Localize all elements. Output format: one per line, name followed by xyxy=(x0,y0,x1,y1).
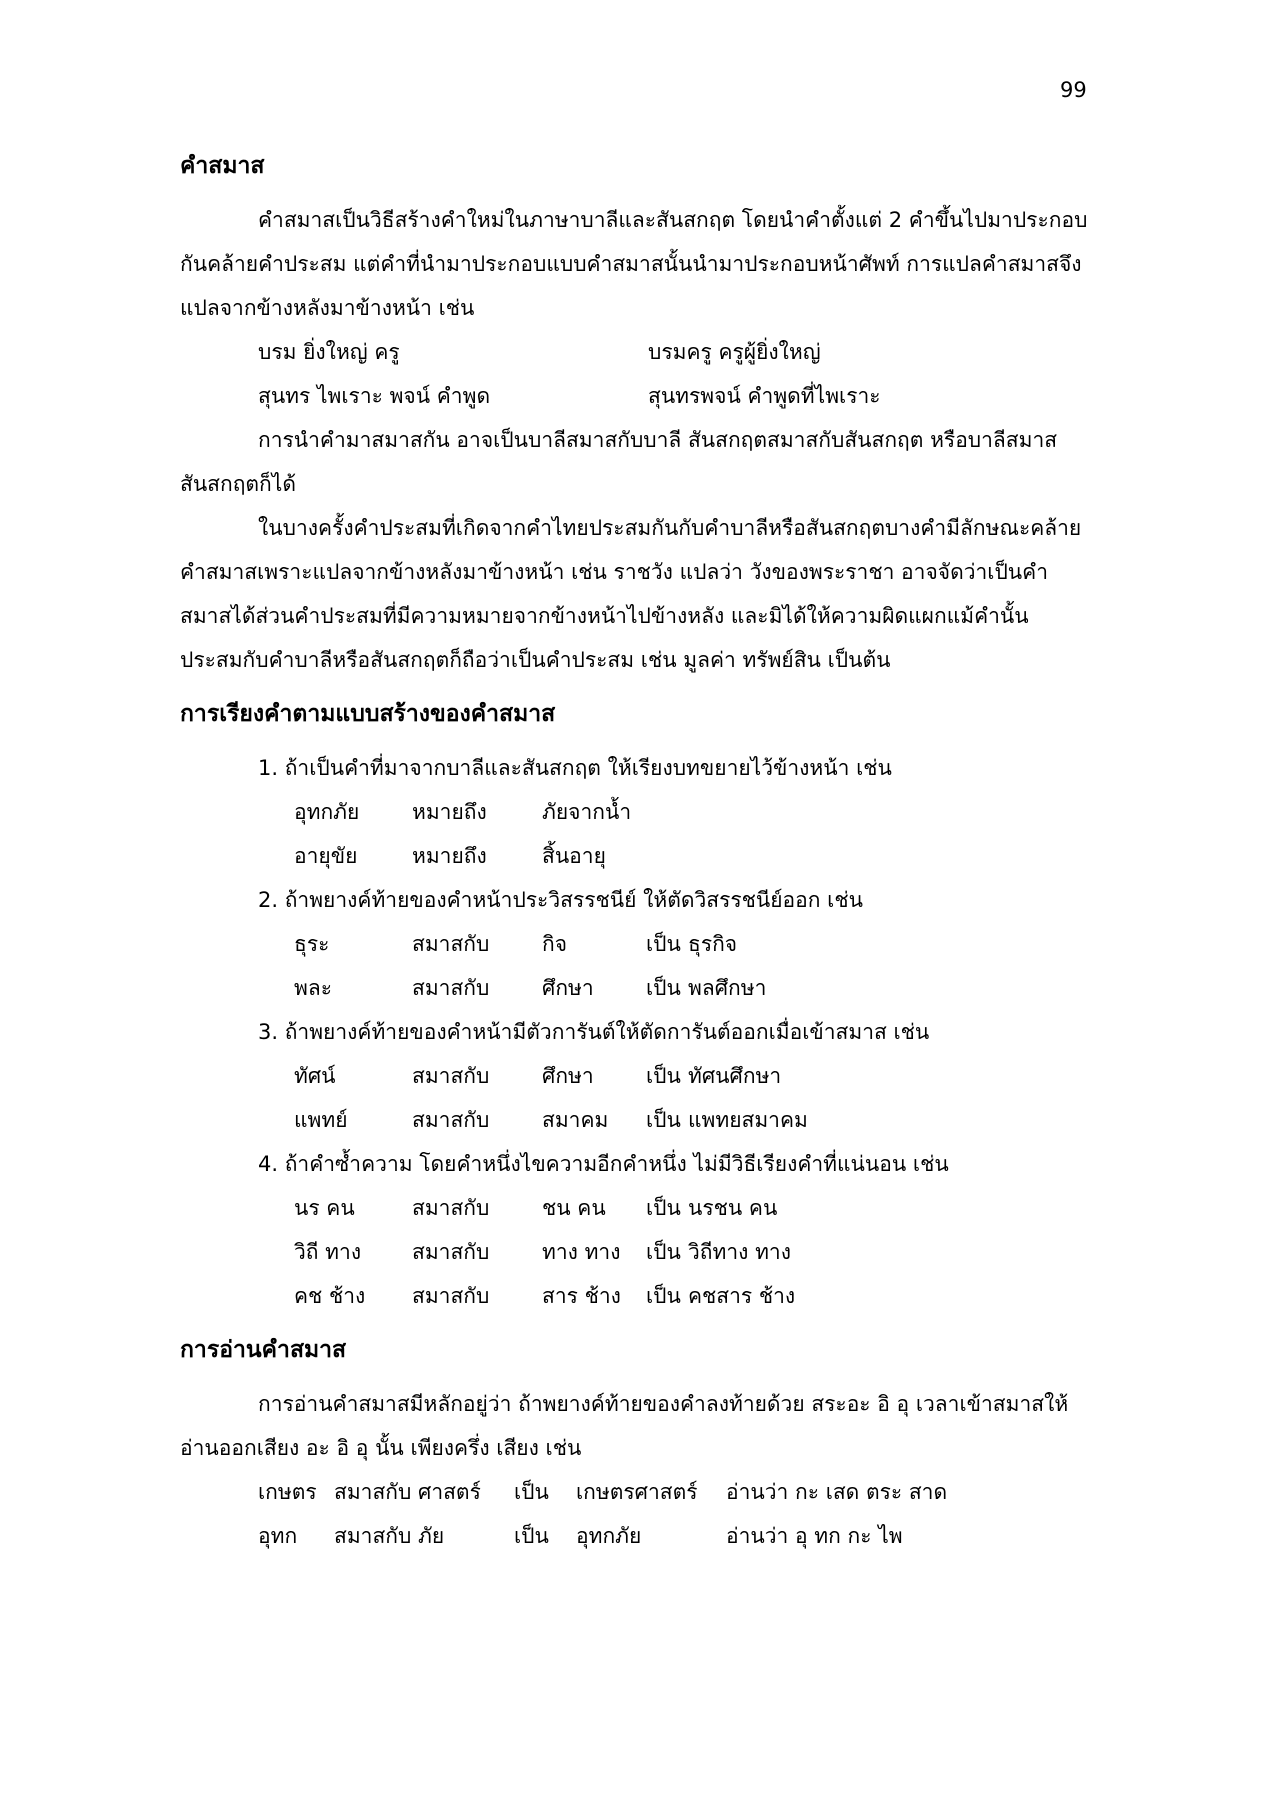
ex-word: พละ xyxy=(294,976,332,1000)
ex-relation: สมาสกับ xyxy=(412,1240,490,1264)
ex-second-word: สาร ช้าง xyxy=(542,1284,621,1308)
ex-result: แพทยสมาคม xyxy=(688,1108,808,1132)
paragraph-reading-rule: การอ่านคำสมาสมีหลักอยู่ว่า ถ้าพยางค์ท้ายของคำลงท้ายด้วย สระอะ อิ อุ เวลาเข้าสมาสให้อ่านออกเสียง อะ อิ อุ นั้น เพียงครึ่ง เสียง เช่น xyxy=(180,1392,1069,1460)
ex-relation: สมาสกับ xyxy=(412,932,490,956)
ex-word: เกษตร xyxy=(258,1480,317,1504)
ex-becomes: เป็น xyxy=(646,1284,681,1308)
ex-word: วิถี ทาง xyxy=(294,1240,362,1264)
rule-item: 2. ถ้าพยางค์ท้ายของคำหน้าประวิสรรชนีย์ ให้ตัดวิสรรชนีย์ออก เช่น xyxy=(258,888,863,912)
ex-word: ธุระ xyxy=(294,932,330,956)
rule-example-row xyxy=(180,1274,1090,1318)
ex-relation: สมาสกับ xyxy=(412,976,490,1000)
heading-compound-words: คำสมาส xyxy=(180,153,265,179)
ex-becomes: เป็น xyxy=(646,1240,681,1264)
ex-becomes: เป็น xyxy=(514,1524,549,1548)
reading-example-row xyxy=(180,1470,1090,1514)
ex-second-word: ศึกษา xyxy=(542,976,594,1000)
ex-relation: สมาสกับ xyxy=(412,1064,490,1088)
paragraph-intro: คำสมาสเป็นวิธีสร้างคำใหม่ในภาษาบาลีและสันสกฤต โดยนำคำตั้งแต่ 2 คำขึ้นไปมาประกอบกันคล้ายคำประสม แต่คำที่นำมาประกอบแบบคำสมาสนั้นนำมาประกอบหน้าศัพท์ การแปลคำสมาสจึงแปลจากข้างหลังมาข้างหน้า เช่น xyxy=(180,208,1088,320)
rule-item: 3. ถ้าพยางค์ท้ายของคำหน้ามีตัวการันต์ให้ตัดการันต์ออกเมื่อเข้าสมาส เช่น xyxy=(258,1020,930,1044)
paragraph-thai-compound: ในบางครั้งคำประสมที่เกิดจากคำไทยประสมกันกับคำบาลีหรือสันสกฤตบางคำมีลักษณะคล้ายคำสมาสเพราะแปลจากข้างหลังมาข้างหน้า เช่น ราชวัง แปลว่า วังของพระราชา อาจจัดว่าเป็นคำสมาสได้ส่วนคำประสมที่มีความหมายจากข้างหน้าไปข้างหลัง และมิได้ให้ความผิดแผกแม้คำนั้นประสมกับคำบาลีหรือสันสกฤตก็ถือว่าเป็นคำประสม เช่น มูลค่า ทรัพย์สิน เป็นต้น xyxy=(180,516,1082,672)
heading-word-order: การเรียงคำตามแบบสร้างของคำสมาส xyxy=(180,701,556,727)
ex-becomes: เป็น xyxy=(514,1480,549,1504)
ex-pronunciation: อ่านว่า กะ เสด ตระ สาด xyxy=(726,1480,948,1504)
example-right: สุนทรพจน์ คำพูดที่ไพเราะ xyxy=(648,384,881,408)
rule-example-row xyxy=(180,966,1090,1010)
ex-relation: สมาสกับ xyxy=(412,1284,490,1308)
ex-word: อุทกภัย xyxy=(294,800,360,824)
page-number: 99 xyxy=(1060,78,1087,102)
ex-relation: สมาสกับ xyxy=(412,1108,490,1132)
ex-becomes: เป็น xyxy=(646,932,681,956)
rule-example-row xyxy=(180,1186,1090,1230)
ex-result: คชสาร ช้าง xyxy=(688,1284,796,1308)
page-content xyxy=(180,148,1090,1558)
ex-pronunciation: อ่านว่า อุ ทก กะ ไพ xyxy=(726,1524,903,1548)
ex-meaning: ภัยจากน้ำ xyxy=(542,800,632,824)
ex-second-word: กิจ xyxy=(542,932,568,956)
ex-result: นรชน คน xyxy=(688,1196,778,1220)
ex-word: แพทย์ xyxy=(294,1108,348,1132)
ex-word: นร คน xyxy=(294,1196,355,1220)
ex-second-word: ชน คน xyxy=(542,1196,606,1220)
example-row xyxy=(180,330,1090,374)
ex-result: วิถีทาง ทาง xyxy=(688,1240,791,1264)
ex-result: ทัศนศึกษา xyxy=(688,1064,782,1088)
rule-item: 1. ถ้าเป็นคำที่มาจากบาลีและสันสกฤต ให้เรียงบทขยายไว้ข้างหน้า เช่น xyxy=(258,756,892,780)
ex-relation: หมายถึง xyxy=(412,800,487,824)
ex-second-word: สมาคม xyxy=(542,1108,609,1132)
ex-word: ทัศน์ xyxy=(294,1064,336,1088)
rule-example-row xyxy=(180,834,1090,878)
ex-second-word: ศึกษา xyxy=(542,1064,594,1088)
ex-word: คช ช้าง xyxy=(294,1284,366,1308)
rule-example-row xyxy=(180,790,1090,834)
ex-result: พลศึกษา xyxy=(688,976,767,1000)
ex-second-word: ทาง ทาง xyxy=(542,1240,621,1264)
ex-relation: สมาสกับ xyxy=(412,1196,490,1220)
ex-relation: หมายถึง xyxy=(412,844,487,868)
ex-becomes: เป็น xyxy=(646,1108,681,1132)
ex-relation: สมาสกับ ภัย xyxy=(334,1524,445,1548)
example-row xyxy=(180,374,1090,418)
paragraph-combination: การนำคำมาสมาสกัน อาจเป็นบาลีสมาสกับบาลี สันสกฤตสมาสกับสันสกฤต หรือบาลีสมาสสันสกฤตก็ได้ xyxy=(180,428,1058,496)
rule-example-row xyxy=(180,1054,1090,1098)
ex-relation: สมาสกับ ศาสตร์ xyxy=(334,1480,481,1504)
ex-becomes: เป็น xyxy=(646,1064,681,1088)
ex-result: ธุรกิจ xyxy=(688,932,738,956)
example-right: บรมครู ครูผู้ยิ่งใหญ่ xyxy=(648,340,821,364)
example-left: บรม ยิ่งใหญ่ ครู xyxy=(258,340,400,364)
reading-example-row xyxy=(180,1514,1090,1558)
rule-example-row xyxy=(180,922,1090,966)
heading-reading: การอ่านคำสมาส xyxy=(180,1337,347,1363)
ex-becomes: เป็น xyxy=(646,1196,681,1220)
ex-word: อายุขัย xyxy=(294,844,358,868)
ex-word: อุทก xyxy=(258,1524,298,1548)
rule-example-row xyxy=(180,1230,1090,1274)
ex-result: เกษตรศาสตร์ xyxy=(576,1480,698,1504)
rule-example-row xyxy=(180,1098,1090,1142)
ex-meaning: สิ้นอายุ xyxy=(542,844,606,868)
rule-item: 4. ถ้าคำซ้ำความ โดยคำหนึ่งไขความอีกคำหนึ่ง ไม่มีวิธีเรียงคำที่แน่นอน เช่น xyxy=(258,1152,949,1176)
ex-result: อุทกภัย xyxy=(576,1524,642,1548)
example-left: สุนทร ไพเราะ พจน์ คำพูด xyxy=(258,384,491,408)
ex-becomes: เป็น xyxy=(646,976,681,1000)
